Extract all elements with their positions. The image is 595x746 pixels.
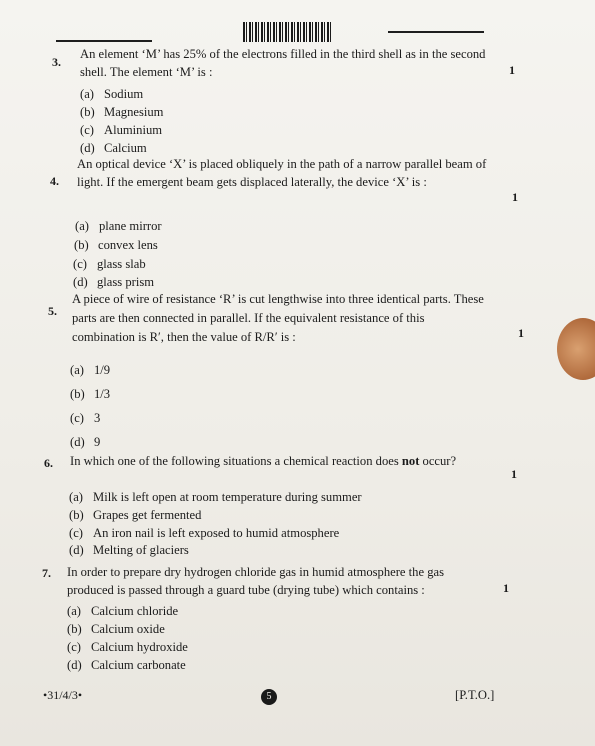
question-6-option-c: (c) An iron nail is left exposed to humid atmosphere [69, 526, 340, 540]
question-7-option-d: (d) Calcium carbonate [67, 658, 186, 672]
question-5-option-a: (a) 1/9 [70, 363, 111, 377]
question-7-option-c: (c) Calcium hydroxide [67, 640, 188, 654]
question-6-option-d: (d) Melting of glaciers [69, 543, 189, 557]
question-4-text: An optical device ‘X’ is placed obliquely in the path of a narrow parallel beam of light. If the emergent beam gets displaced laterally, the device ‘X’ is : [77, 157, 487, 189]
question-5-option-d: (d) 9 [70, 435, 101, 449]
question-3-option-c: (c) Aluminium [80, 123, 163, 137]
question-7-option-b: (b) Calcium oxide [67, 622, 165, 636]
header-rule-left [56, 40, 152, 42]
question-5-number: 5. [48, 304, 57, 318]
question-6-number: 6. [44, 456, 53, 470]
header-rule-right [388, 31, 484, 33]
question-7-text: In order to prepare dry hydrogen chloride gas in humid atmosphere the gas produced is passed through a guard tube (drying tube) which contains : [67, 565, 444, 597]
question-3-marks: 1 [509, 63, 515, 77]
question-4-option-b: (b) convex lens [74, 238, 158, 252]
question-5-marks: 1 [518, 326, 524, 340]
question-6-option-a: (a) Milk is left open at room temperature during summer [69, 490, 362, 504]
question-7-marks: 1 [503, 581, 509, 595]
question-7-number: 7. [42, 566, 51, 580]
question-5-option-c: (c) 3 [70, 411, 101, 425]
question-5-text: A piece of wire of resistance ‘R’ is cut lengthwise into three identical parts. These parts are then connected in parallel. If the equivalent resistance of this combination is R′, then the value of R/R′ is : [72, 292, 484, 344]
question-6-marks: 1 [511, 467, 517, 481]
question-7-option-a: (a) Calcium chloride [67, 604, 179, 618]
question-3-option-b: (b) Magnesium [80, 105, 164, 119]
question-4-marks: 1 [512, 190, 518, 204]
question-4-option-c: (c) glass slab [73, 257, 146, 271]
question-3-text: An element ‘M’ has 25% of the electrons filled in the third shell as in the second shell. The element ‘M’ is : [80, 47, 486, 79]
question-3-option-a: (a) Sodium [80, 87, 144, 101]
question-4-option-d: (d) glass prism [73, 275, 155, 289]
paper-code: •31/4/3• [43, 688, 83, 702]
question-4-option-a: (a) plane mirror [75, 219, 162, 233]
question-4-number: 4. [50, 174, 59, 188]
question-3-option-d: (d) Calcium [80, 141, 147, 155]
page-number: 5 [261, 689, 277, 705]
thumb-photo-artifact [557, 318, 595, 380]
question-6-text: In which one of the following situations a chemical reaction does not occur? [70, 454, 457, 468]
barcode [243, 22, 331, 42]
pto-label: [P.T.O.] [455, 688, 495, 702]
question-3-number: 3. [52, 55, 61, 69]
question-5-option-b: (b) 1/3 [70, 387, 111, 401]
question-6-option-b: (b) Grapes get fermented [69, 508, 202, 522]
